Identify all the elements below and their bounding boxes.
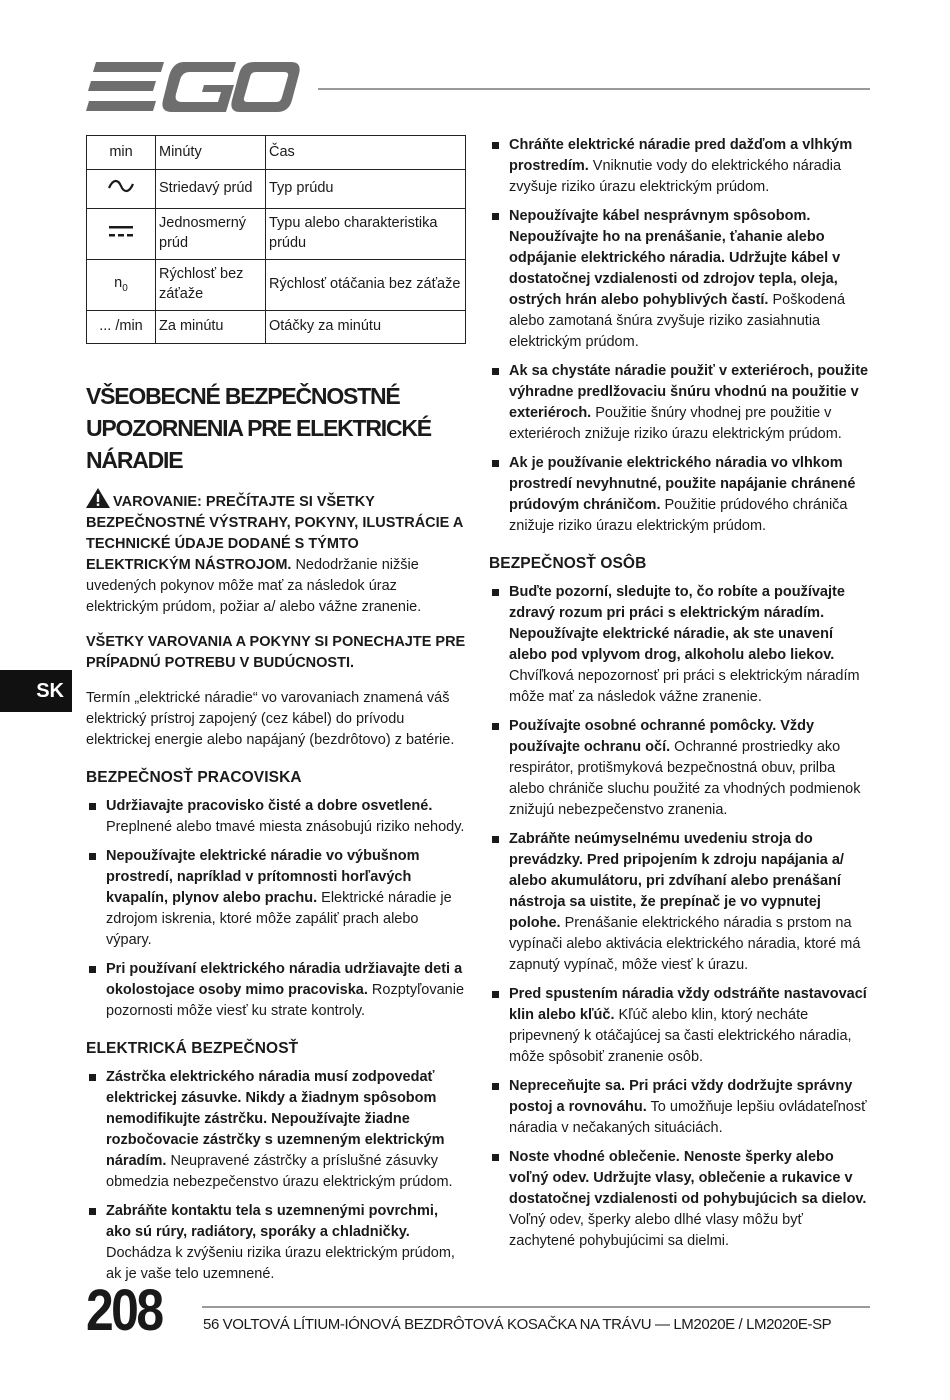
item-bold: Nepreceňujte sa. Pri práci vždy dodržujte správny postoj a rovnováhu.: [509, 1078, 853, 1115]
item-text: Prenášanie elektrického náradia s prstom na vypínači alebo aktivácia elektrického náradia, ktoré má zapnutý vypínač, môže viesť k úrazu.: [509, 915, 861, 973]
item-bold: Nepoužívajte elektrické náradie vo výbušnom prostredí, napríklad v prítomnosti horľavých kvapalín, plynov alebo prachu.: [106, 848, 420, 906]
bullet-icon: [492, 142, 499, 149]
bullet-icon: [492, 368, 499, 375]
meaning-cell: Typu alebo charakteristika prúdu: [266, 209, 466, 260]
bullet-icon: [492, 1154, 499, 1161]
warning-paragraph: [86, 488, 466, 618]
warning-bold: VAROVANIE: PREČÍTAJTE SI VŠETKY BEZPEČNOSTNÉ VÝSTRAHY, POKYNY, ILUSTRÁCIE A TECHNICKÉ ÚDAJE DODANÉ S TÝMTO ELEKTRICKÝM NÁSTROJOM.: [86, 494, 463, 573]
alternating-current-icon: [106, 178, 136, 194]
section-title-work-area: BEZPEČNOSŤ PRACOVISKA: [86, 769, 302, 786]
symbol-sub: 0: [122, 283, 128, 295]
item-bold: Buďte pozorní, sledujte to, čo robíte a používajte zdravý rozum pri práci s elektrickým náradím. Nepoužívajte elektrické náradie, ak ste unavení alebo pod vplyvom drog, alkoholu alebo liekov.: [509, 584, 845, 663]
meaning-cell: Typ prúdu: [266, 170, 466, 209]
symbol-cell: min: [87, 136, 156, 170]
item-bold: Pred spustením náradia vždy odstráňte nastavovací klin alebo kľúč.: [509, 986, 867, 1023]
list-item: [489, 716, 871, 821]
table-row: [87, 209, 466, 260]
bullet-icon: [492, 836, 499, 843]
table-row: [87, 136, 466, 170]
header-rule: [318, 88, 870, 90]
list-item: [86, 1067, 466, 1193]
bullet-icon: [492, 213, 499, 220]
symbol-cell: [87, 209, 156, 260]
item-bold: Ak sa chystáte náradie použiť v exteriéroch, použite výhradne predlžovaciu šnúru vhodnú na použitie v exteriéroch.: [509, 363, 869, 421]
warning-triangle-icon: [86, 488, 110, 508]
list-item: [489, 582, 871, 708]
item-bold: Udržiavajte pracovisko čisté a dobre osvetlené.: [106, 798, 433, 814]
list-item: [489, 135, 871, 198]
item-text: Elektrické náradie je zdrojom iskrenia, ktoré môže zapáliť prach alebo výpary.: [106, 890, 452, 948]
symbol-cell: [87, 260, 156, 311]
item-text: Poškodená alebo zamotaná šnúra zvyšuje riziko zasiahnutia elektrickým prúdom.: [509, 292, 846, 350]
item-text: Použitie šnúry vhodnej pre použitie v exteriéroch znižuje riziko úrazu elektrickým prúdom.: [509, 405, 842, 442]
personal-safety-list: [489, 582, 871, 1252]
list-item: [489, 829, 871, 976]
symbol-n: n: [114, 275, 123, 292]
list-item: [86, 796, 466, 838]
warning-text: Nedodržanie nižšie uvedených pokynov môže mať za následok úraz elektrickým prúdom, požiar a/ alebo vážne zranenie.: [86, 557, 422, 615]
term-cell: Rýchlosť bez záťaže: [156, 260, 266, 311]
electrical-list: [86, 1067, 466, 1285]
bullet-icon: [492, 991, 499, 998]
item-bold: Noste vhodné oblečenie. Nenoste šperky alebo voľný odev. Udržujte vlasy, oblečenie a rukavice v dostatočnej vzdialenosti od pohybujúcich sa dielov.: [509, 1149, 867, 1207]
work-area-list: [86, 796, 466, 1022]
term-note: Termín „elektrické náradie“ vo varovaniach znamená váš elektrický prístroj zapojený (cez kábel) do prívodu elektrickej energie alebo napájaný (bezdrôtovo) z batérie.: [86, 690, 455, 748]
table-row: [87, 311, 466, 344]
bullet-icon: [89, 966, 96, 973]
bullet-icon: [492, 1083, 499, 1090]
symbol-cell: [87, 170, 156, 209]
bullet-icon: [89, 803, 96, 810]
list-item: [489, 984, 871, 1068]
item-text: Neupravené zástrčky a príslušné zásuvky obmedzia nebezpečenstvo úrazu elektrickým prúdom.: [106, 1153, 453, 1190]
symbol-table: [86, 135, 466, 344]
item-text: Kľúč alebo klin, ktorý necháte pripevnený k otáčajúcej sa časti elektrického náradia, môže spôsobiť zranenie osôb.: [509, 1007, 852, 1065]
table-row: [87, 260, 466, 311]
item-bold: Zástrčka elektrického náradia musí zodpovedať elektrickej zásuvke. Nikdy a žiadnym spôsobom nemodifikujte zástrčku. Nepoužívajte žiadne rozbočovacie zástrčky s uzemneným elektrickým náradím.: [106, 1069, 445, 1169]
list-item: [489, 1076, 871, 1139]
bullet-icon: [492, 723, 499, 730]
bullet-icon: [492, 589, 499, 596]
main-heading: VŠEOBECNÉ BEZPEČNOSTNÉ UPOZORNENIA PRE ELEKTRICKÉ NÁRADIE: [86, 383, 431, 473]
term-cell: Striedavý prúd: [156, 170, 266, 209]
electrical-list-continued: [489, 135, 871, 537]
item-text: Chvíľková nepozornosť pri práci s elektrickým náradím môže mať za následok vážne zranenie.: [509, 668, 860, 705]
list-item: [86, 846, 466, 951]
item-text: To umožňuje lepšiu ovládateľnosť náradia v nečakaných situáciách.: [509, 1099, 867, 1136]
item-text: Použitie prúdového chrániča znižuje riziko úrazu elektrickým prúdom.: [509, 497, 848, 534]
bullet-icon: [89, 1074, 96, 1081]
list-item: [86, 959, 466, 1022]
left-column: [86, 135, 466, 1293]
item-bold: Ak je používanie elektrického náradia vo vlhkom prostredí nevyhnutné, použite napájanie chránené prúdovým chráničom.: [509, 455, 856, 513]
keep-note: [86, 632, 466, 674]
list-item: [489, 1147, 871, 1252]
item-text: Preplnené alebo tmavé miesta znásobujú riziko nehody.: [106, 819, 465, 835]
list-item: [86, 1201, 466, 1285]
keep-note-text: VŠETKY VAROVANIA A POKYNY SI PONECHAJTE PRE PRÍPADNÚ POTREBU V BUDÚCNOSTI.: [86, 634, 466, 671]
meaning-cell: Otáčky za minútu: [266, 311, 466, 344]
right-column: [489, 135, 871, 1260]
table-row: [87, 170, 466, 209]
item-text: Dochádza k zvýšeniu rizika úrazu elektrickým prúdom, ak je vaše telo uzemnené.: [106, 1245, 455, 1282]
item-bold: Nepoužívajte kábel nesprávnym spôsobom. Nepoužívajte ho na prenášanie, ťahanie alebo odpájanie elektrického náradia. Udržujte kábel v dostatočnej vzdialenosti od zdrojov tepla, oleja, ostrých hrán alebo pohyblivých častí.: [509, 208, 841, 308]
footer-rule: [202, 1306, 870, 1308]
section-title-personal-safety: BEZPEČNOSŤ OSÔB: [489, 555, 647, 572]
meaning-cell: Rýchlosť otáčania bez záťaže: [266, 260, 466, 311]
item-text: Vniknutie vody do elektrického náradia zvyšuje riziko úrazu elektrickým prúdom.: [509, 158, 842, 195]
item-bold: Zabráňte kontaktu tela s uzemnenými povrchmi, ako sú rúry, radiátory, sporáky a chladničky.: [106, 1203, 438, 1240]
meaning-cell: Čas: [266, 136, 466, 170]
ego-logo: [86, 62, 300, 114]
language-tab: SK: [0, 670, 72, 712]
symbol-cell: ... /min: [87, 311, 156, 344]
list-item: [489, 206, 871, 353]
bullet-icon: [89, 1208, 96, 1215]
page-number: 208: [86, 1278, 162, 1343]
item-bold: Používajte osobné ochranné pomôcky. Vždy používajte ochranu očí.: [509, 718, 815, 755]
item-bold: Chráňte elektrické náradie pred dažďom a vlhkým prostredím.: [509, 137, 853, 174]
term-cell: Jednosmerný prúd: [156, 209, 266, 260]
footer-title: 56 VOLTOVÁ LÍTIUM-IÓNOVÁ BEZDRÔTOVÁ KOSAČKA NA TRÁVU — LM2020E / LM2020E-SP: [203, 1316, 832, 1333]
item-text: Rozptyľovanie pozornosti môže viesť ku strate kontroly.: [106, 982, 465, 1019]
item-text: Voľný odev, šperky alebo dlhé vlasy môžu byť zachytené pohybujúcimi sa dielmi.: [509, 1212, 803, 1249]
item-bold: Pri používaní elektrického náradia udržiavajte deti a okolostojace osoby mimo pracoviska.: [106, 961, 463, 998]
bullet-icon: [89, 853, 96, 860]
list-item: [489, 361, 871, 445]
brand-text: EGO: [86, 62, 89, 63]
direct-current-icon: [107, 223, 135, 239]
item-text: Ochranné prostriedky ako respirátor, protišmyková bezpečnostná obuv, prilba alebo chrániče sluchu použité za vhodných podmienok znižujú nebezpečenstvo zranenia.: [509, 739, 861, 818]
term-cell: Minúty: [156, 136, 266, 170]
item-bold: Zabráňte neúmyselnému uvedeniu stroja do prevádzky. Pred pripojením k zdroju napájania a/ alebo akumulátoru, pri zdvíhaní alebo prenášaní nástroja sa uistite, že prepínač je vo vypnutej polohe.: [509, 831, 844, 931]
list-item: [489, 453, 871, 537]
section-title-electrical: ELEKTRICKÁ BEZPEČNOSŤ: [86, 1040, 299, 1057]
bullet-icon: [492, 460, 499, 467]
term-cell: Za minútu: [156, 311, 266, 344]
